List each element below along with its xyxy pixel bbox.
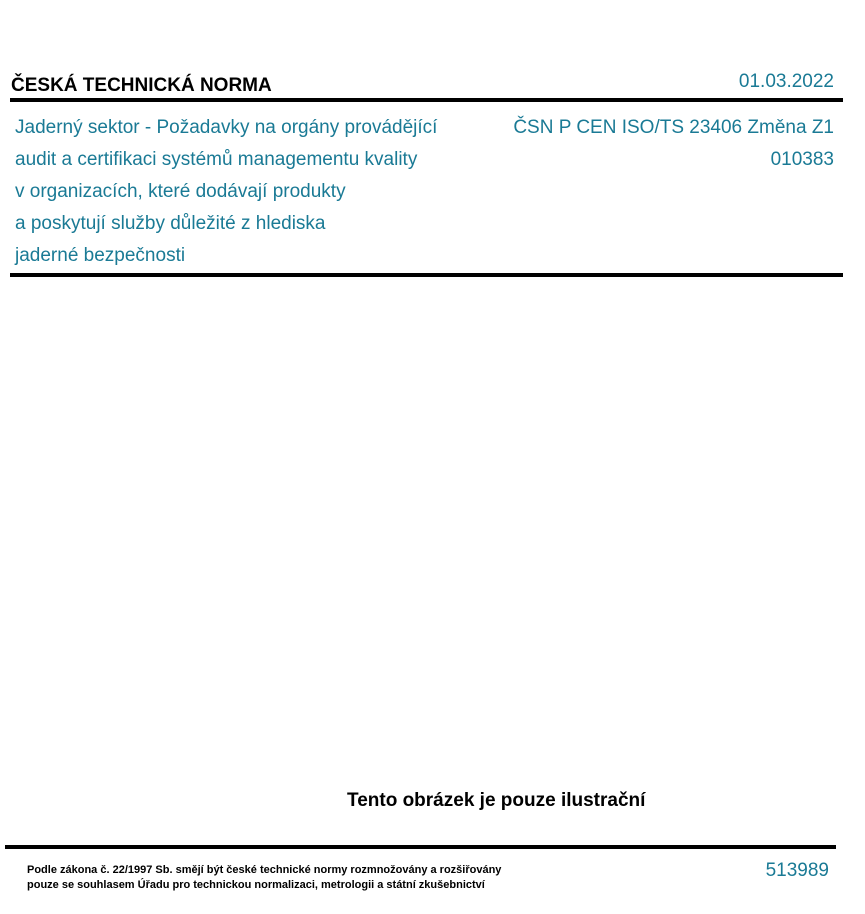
standard-title-line: audit a certifikaci systémů managementu kvality xyxy=(15,149,418,170)
classification-code: 010383 xyxy=(770,149,834,170)
bottom-divider xyxy=(5,845,836,849)
legal-notice xyxy=(27,863,501,893)
standard-title-line: a poskytují služby důležité z hlediska xyxy=(15,213,326,234)
top-divider xyxy=(10,98,843,102)
standard-title-line: jaderné bezpečnosti xyxy=(15,245,186,266)
standard-code: ČSN P CEN ISO/TS 23406 Změna Z1 xyxy=(513,117,834,138)
illustration-note: Tento obrázek je pouze ilustrační xyxy=(347,790,646,811)
legal-notice-line: pouze se souhlasem Úřadu pro technickou normalizaci, metrologii a státní zkušebnictví xyxy=(27,879,485,891)
standard-title-line: Jaderný sektor - Požadavky na orgány provádějící xyxy=(15,117,438,138)
middle-divider xyxy=(10,273,843,277)
legal-notice-line: Podle zákona č. 22/1997 Sb. smějí být české technické normy rozmnožovány a rozšiřovány xyxy=(27,864,502,876)
standard-title-line: v organizacích, které dodávají produkty xyxy=(15,181,346,202)
document-type-title: ČESKÁ TECHNICKÁ NORMA xyxy=(11,75,272,96)
document-number: 513989 xyxy=(765,860,829,881)
standard-title xyxy=(15,112,485,272)
publication-date: 01.03.2022 xyxy=(738,71,834,92)
